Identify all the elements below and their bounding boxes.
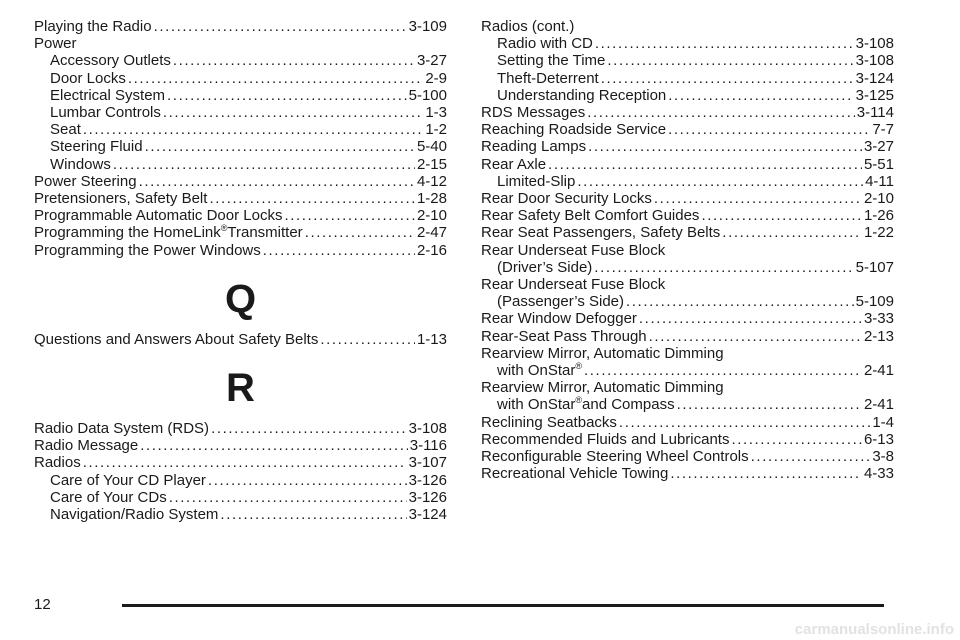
- entry-page-ref: 1-4: [872, 413, 894, 431]
- entry-label: [497, 259, 592, 276]
- entry-label: [50, 52, 171, 69]
- dot-leader: [588, 138, 862, 155]
- entry-label-text: Reading Lamps: [481, 138, 587, 156]
- entry-label: [481, 310, 637, 327]
- dot-leader: [668, 121, 870, 138]
- entry-page-ref: 3-33: [863, 310, 894, 328]
- entry-label: [50, 156, 111, 173]
- index-block-p: [34, 18, 447, 259]
- entry-label-text: RDS Messages: [481, 104, 586, 122]
- entry-page-ref: 5-107: [855, 258, 894, 276]
- entry-label: [50, 472, 206, 489]
- entry-label-text: Recreational Vehicle Towing: [481, 465, 669, 483]
- entry-label-text: Rear Axle: [481, 155, 547, 173]
- entry-label: [481, 328, 647, 345]
- index-entry: [34, 454, 447, 471]
- index-heading: Power: [34, 35, 77, 53]
- dot-leader: [169, 489, 407, 506]
- entry-page-ref: 6-13: [863, 430, 894, 448]
- entry-label-text: Radio Message: [34, 437, 139, 455]
- entry-page-ref: 1-22: [863, 224, 894, 242]
- index-entry: [34, 121, 447, 138]
- entry-label: [497, 35, 593, 52]
- entry-label: [50, 121, 81, 138]
- index-entry: [481, 35, 894, 52]
- entry-page-ref: 3-126: [408, 488, 447, 506]
- entry-label: [34, 437, 138, 454]
- entry-label-text: Care of Your CD Player: [50, 471, 206, 489]
- entry-page-ref: 5-100: [408, 86, 447, 104]
- entry-page-ref: 4-33: [863, 465, 894, 483]
- entry-page-ref: 3-108: [855, 35, 894, 53]
- index-entry: [481, 362, 894, 379]
- entry-page-ref: 3-124: [855, 69, 894, 87]
- index-entry: [481, 207, 894, 224]
- dot-leader: [670, 465, 862, 482]
- entry-page-ref: 3-114: [856, 104, 894, 122]
- entry-label-text: Lumbar Controls: [50, 104, 161, 122]
- index-entry: [481, 431, 894, 448]
- entry-label: [481, 156, 546, 173]
- entry-label-text: Programming the Power Windows: [34, 241, 261, 259]
- entry-page-ref: 2-10: [416, 207, 447, 225]
- entry-label: [497, 293, 624, 310]
- dot-leader: [677, 396, 862, 413]
- entry-page-ref: 2-41: [863, 396, 894, 414]
- entry-page-ref: 3-116: [409, 437, 447, 455]
- entry-label-text: Rear Seat Passengers, Safety Belts: [481, 224, 721, 242]
- index-entry: [34, 104, 447, 121]
- dot-leader: [154, 18, 407, 35]
- index-entry: [481, 293, 894, 310]
- entry-page-ref: 1-28: [416, 190, 447, 208]
- section-letter-q: Q: [224, 276, 257, 321]
- index-column-left: [34, 18, 447, 523]
- entry-label: [481, 104, 585, 121]
- dot-leader: [145, 138, 415, 155]
- entry-label: [481, 465, 668, 482]
- entry-label-text: Reaching Roadside Service: [481, 121, 667, 139]
- registered-mark: ®: [575, 395, 583, 406]
- index-entry: [481, 224, 894, 241]
- entry-page-ref: 3-126: [408, 471, 447, 489]
- index-entry: [481, 87, 894, 104]
- entry-label: [481, 414, 617, 431]
- entry-page-ref: 5-40: [416, 138, 447, 156]
- entry-label: [34, 18, 152, 35]
- dot-leader: [701, 207, 862, 224]
- entry-page-ref: 2-13: [863, 327, 894, 345]
- index-entry: [34, 190, 447, 207]
- index-block-q: [34, 331, 447, 348]
- index-heading: Rearview Mirror, Automatic Dimming: [481, 344, 724, 362]
- index-entry: [481, 138, 894, 155]
- index-entry: [34, 70, 447, 87]
- entry-page-ref: 4-11: [865, 172, 894, 190]
- index-heading: Rear Underseat Fuse Block: [481, 241, 666, 259]
- dot-leader: [607, 52, 853, 69]
- dot-leader: [731, 431, 862, 448]
- entry-label: [34, 420, 209, 437]
- dot-leader: [263, 242, 415, 259]
- index-entry: [34, 420, 447, 437]
- index-entry: [481, 52, 894, 69]
- index-entry: [481, 156, 894, 173]
- entry-page-ref: 3-108: [408, 420, 447, 438]
- footer-rule: [122, 604, 884, 607]
- entry-label: [34, 242, 261, 259]
- entry-label: [497, 70, 599, 87]
- entry-page-ref: 2-47: [416, 224, 447, 242]
- entry-page-ref: 1-13: [416, 330, 447, 348]
- index-entry: [481, 310, 894, 327]
- entry-label-suffix: and Compass: [582, 396, 675, 414]
- dot-leader: [139, 173, 415, 190]
- entry-page-ref: 3-108: [855, 52, 894, 70]
- index-entry: [481, 414, 894, 431]
- entry-label: [497, 87, 666, 104]
- index-block-r: [34, 420, 447, 523]
- index-heading: Rearview Mirror, Automatic Dimming: [481, 379, 724, 397]
- entry-label: [50, 506, 218, 523]
- index-entry: [481, 190, 894, 207]
- entry-page-ref: 3-125: [855, 86, 894, 104]
- entry-page-ref: 2-15: [416, 155, 447, 173]
- entry-page-ref: 3-27: [863, 138, 894, 156]
- entry-label: [497, 362, 582, 379]
- entry-label: [481, 431, 729, 448]
- dot-leader: [173, 52, 415, 69]
- entry-label: [34, 190, 207, 207]
- entry-label-text: Programmable Automatic Door Locks: [34, 207, 283, 225]
- entry-label: [497, 52, 605, 69]
- entry-label-text: Questions and Answers About Safety Belts: [34, 330, 319, 348]
- dot-leader: [305, 224, 415, 241]
- entry-label-text: Understanding Reception: [497, 86, 667, 104]
- entry-label-text: Radios: [34, 454, 81, 472]
- entry-label-text: Radio Data System (RDS): [34, 420, 210, 438]
- entry-label: [34, 173, 137, 190]
- entry-label-text: Seat: [50, 121, 81, 139]
- index-entry: [34, 506, 447, 523]
- index-entry: [481, 104, 894, 121]
- dot-leader: [601, 70, 854, 87]
- entry-label-text: Electrical System: [50, 86, 166, 104]
- entry-label: [497, 173, 575, 190]
- index-entry: [481, 70, 894, 87]
- entry-label: [34, 224, 303, 241]
- dot-leader: [211, 420, 407, 437]
- entry-page-ref: 5-109: [855, 293, 894, 311]
- entry-label: [50, 489, 167, 506]
- dot-leader: [320, 331, 415, 348]
- index-column-right: [481, 18, 894, 482]
- index-entry: [34, 52, 447, 69]
- entry-label-text: Rear Window Defogger: [481, 310, 637, 328]
- index-entry: [34, 224, 447, 241]
- dot-leader: [113, 156, 415, 173]
- entry-label-text: Rear Safety Belt Comfort Guides: [481, 207, 700, 225]
- index-entry: [34, 437, 447, 454]
- index-heading: Radios (cont.): [481, 18, 575, 35]
- entry-label: [481, 224, 720, 241]
- index-entry: [34, 173, 447, 190]
- index-entry: [481, 465, 894, 482]
- dot-leader: [751, 448, 871, 465]
- index-entry: [481, 121, 894, 138]
- entry-label: [481, 138, 586, 155]
- entry-label: [34, 454, 81, 471]
- entry-label: [34, 207, 282, 224]
- entry-label: [50, 70, 126, 87]
- index-heading: Rear Underseat Fuse Block: [481, 276, 666, 294]
- dot-leader: [128, 70, 423, 87]
- entry-label: [481, 190, 652, 207]
- registered-mark: ®: [220, 223, 228, 234]
- index-entry: [481, 173, 894, 190]
- index-entry: [481, 328, 894, 345]
- entry-label-text: Steering Fluid: [50, 138, 143, 156]
- index-entry: [34, 489, 447, 506]
- entry-label-text: Windows: [50, 155, 111, 173]
- dot-leader: [548, 156, 862, 173]
- entry-page-ref: 2-9: [425, 69, 447, 87]
- entry-label: [481, 448, 749, 465]
- dot-leader: [619, 414, 870, 431]
- entry-page-ref: 7-7: [872, 121, 894, 139]
- entry-label: [50, 87, 165, 104]
- dot-leader: [668, 87, 853, 104]
- entry-page-ref: 5-51: [863, 155, 894, 173]
- index-entry: [34, 138, 447, 155]
- watermark: carmanualsonline.info: [794, 621, 954, 638]
- entry-label: [481, 207, 699, 224]
- entry-label: [481, 121, 666, 138]
- dot-leader: [83, 121, 423, 138]
- dot-leader: [83, 454, 407, 471]
- entry-label: [497, 396, 675, 413]
- dot-leader: [209, 190, 415, 207]
- entry-page-ref: 4-12: [416, 172, 447, 190]
- entry-label-text: Rear-Seat Pass Through: [481, 327, 647, 345]
- entry-label-text: Door Locks: [50, 69, 126, 87]
- dot-leader: [140, 437, 408, 454]
- dot-leader: [626, 293, 854, 310]
- dot-leader: [649, 328, 862, 345]
- entry-label-text: Playing the Radio: [34, 18, 152, 35]
- entry-page-ref: 1-3: [425, 104, 447, 122]
- entry-label-text: Navigation/Radio System: [50, 506, 219, 524]
- entry-page-ref: 3-107: [408, 454, 447, 472]
- dot-leader: [167, 87, 407, 104]
- index-entry: [34, 242, 447, 259]
- entry-label-text: (Driver’s Side): [497, 258, 593, 276]
- page-number: 12: [34, 596, 51, 613]
- entry-label-text: Pretensioners, Safety Belt: [34, 190, 208, 208]
- entry-page-ref: 3-124: [408, 506, 447, 524]
- entry-label-text: Theft-Deterrent: [497, 69, 599, 87]
- section-letter-r: R: [226, 366, 255, 411]
- dot-leader: [577, 173, 863, 190]
- entry-label: [50, 138, 143, 155]
- index-entry: [34, 207, 447, 224]
- entry-page-ref: 2-16: [416, 241, 447, 259]
- entry-label-text: Reclining Seatbacks: [481, 413, 617, 431]
- entry-label-text: Reconfigurable Steering Wheel Controls: [481, 448, 749, 466]
- entry-label: [34, 331, 318, 348]
- index-entry: [481, 396, 894, 413]
- entry-page-ref: 2-10: [863, 190, 894, 208]
- entry-label-text: Radio with CD: [497, 35, 593, 53]
- index-entry: [34, 331, 447, 348]
- entry-label-text: Care of Your CDs: [50, 488, 167, 506]
- entry-page-ref: 3-109: [408, 18, 447, 35]
- index-entry: [481, 259, 894, 276]
- registered-mark: ®: [575, 361, 583, 372]
- entry-label-text: Programming the HomeLink: [34, 224, 221, 242]
- entry-label-text: Power Steering: [34, 172, 137, 190]
- dot-leader: [220, 506, 406, 523]
- index-entry: [34, 18, 447, 35]
- index-entry: [34, 156, 447, 173]
- dot-leader: [722, 224, 862, 241]
- index-entry: [34, 472, 447, 489]
- entry-label-text: with OnStar: [497, 362, 576, 380]
- dot-leader: [284, 207, 415, 224]
- dot-leader: [587, 104, 855, 121]
- dot-leader: [584, 362, 862, 379]
- entry-label-text: with OnStar: [497, 396, 576, 414]
- dot-leader: [595, 35, 854, 52]
- entry-page-ref: 1-2: [425, 121, 447, 139]
- entry-label-suffix: Transmitter: [227, 224, 303, 242]
- index-entry: [481, 448, 894, 465]
- dot-leader: [163, 104, 423, 121]
- entry-page-ref: 1-26: [863, 207, 894, 225]
- entry-label-text: Accessory Outlets: [50, 52, 171, 70]
- entry-label-text: Recommended Fluids and Lubricants: [481, 430, 730, 448]
- entry-page-ref: 3-8: [872, 448, 894, 466]
- dot-leader: [639, 310, 862, 327]
- entry-label-text: (Passenger’s Side): [497, 293, 625, 311]
- dot-leader: [594, 259, 853, 276]
- index-entry: [34, 87, 447, 104]
- entry-label: [50, 104, 161, 121]
- entry-page-ref: 2-41: [863, 362, 894, 380]
- entry-label-text: Limited-Slip: [497, 172, 576, 190]
- entry-label-text: Rear Door Security Locks: [481, 190, 652, 208]
- entry-label-text: Setting the Time: [497, 52, 606, 70]
- dot-leader: [208, 472, 407, 489]
- entry-page-ref: 3-27: [416, 52, 447, 70]
- dot-leader: [654, 190, 862, 207]
